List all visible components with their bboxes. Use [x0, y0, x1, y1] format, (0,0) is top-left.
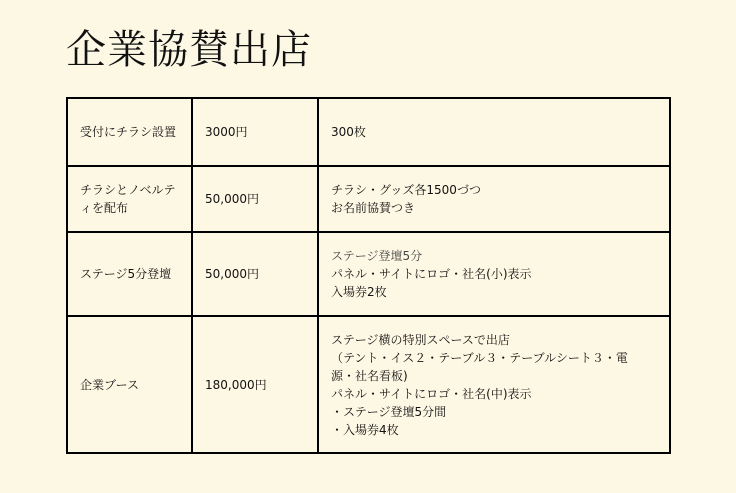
- plan-price-cell: 50,000円: [192, 166, 318, 232]
- plan-price-cell: 3000円: [192, 98, 318, 166]
- detail-line: パネル・サイトにロゴ・社名(小)表示: [331, 267, 532, 281]
- table-row: [67, 232, 670, 316]
- table-row: [67, 316, 670, 453]
- detail-line: ・入場券4枚: [331, 422, 399, 437]
- plan-price-cell: 180,000円: [192, 316, 318, 453]
- detail-line: ステージ横の特別スペースで出店: [331, 332, 510, 347]
- plan-detail-cell: [318, 98, 670, 166]
- plan-name-cell: ステージ5分登壇: [67, 232, 192, 316]
- plan-detail-cell: [318, 166, 670, 232]
- detail-line: お名前協賛つき: [331, 201, 416, 215]
- plan-detail-cell: [318, 232, 670, 316]
- detail-line: （テント・イス２・テーブル３・テーブルシート３・電: [331, 350, 628, 365]
- sponsor-plan-table: [66, 97, 671, 454]
- detail-line: 源・社名看板): [331, 368, 408, 383]
- detail-line: チラシ・グッズ各1500づつ: [331, 183, 481, 197]
- detail-line: パネル・サイトにロゴ・社名(中)表示: [331, 386, 532, 401]
- detail-line: ステージ登壇5分: [331, 249, 423, 263]
- page-title: 企業協賛出店: [66, 27, 312, 73]
- plan-detail-cell: [318, 316, 670, 453]
- detail-line: 入場券2枚: [331, 285, 387, 299]
- table-row: [67, 166, 670, 232]
- plan-name-cell: チラシとノベルティを配布: [67, 166, 192, 232]
- table-row: [67, 98, 670, 166]
- plan-price-cell: 50,000円: [192, 232, 318, 316]
- plan-name-cell: 企業ブース: [67, 316, 192, 453]
- detail-line: ・ステージ登壇5分間: [331, 404, 447, 419]
- detail-line: 300枚: [331, 125, 366, 139]
- plan-name-cell: 受付にチラシ設置: [67, 98, 192, 166]
